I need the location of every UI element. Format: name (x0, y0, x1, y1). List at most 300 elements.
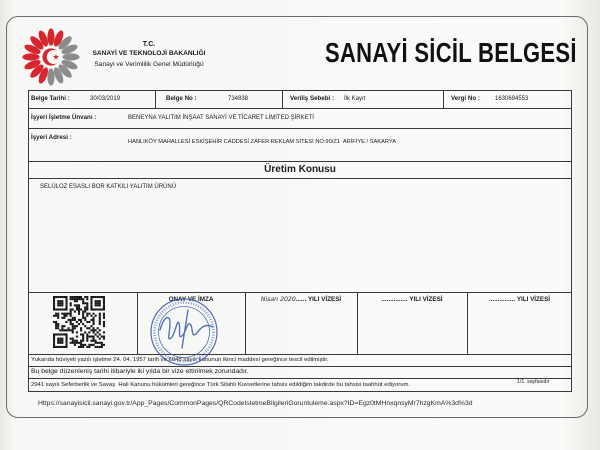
qr-module (86, 304, 88, 306)
logo-petal (47, 28, 54, 45)
qr-module (53, 300, 55, 302)
qr-module (93, 327, 95, 329)
qr-module (57, 323, 59, 325)
qr-module (53, 333, 55, 335)
qr-module (99, 338, 101, 340)
qr-module (65, 344, 67, 346)
table-divider (28, 292, 572, 293)
qr-module (88, 336, 90, 338)
qr-module (103, 323, 105, 325)
qr-module (65, 333, 67, 335)
qr-module (80, 319, 82, 321)
qr-module (76, 298, 78, 300)
qr-module (57, 302, 59, 304)
qr-module (99, 296, 101, 298)
qr-module (84, 317, 86, 319)
qr-module (82, 298, 84, 300)
qr-module (72, 340, 74, 342)
qr-module (82, 333, 84, 335)
qr-module (68, 313, 70, 315)
qr-module (90, 340, 92, 342)
qr-module (78, 296, 80, 298)
visa-cell (245, 296, 357, 304)
qr-module (90, 302, 92, 304)
qr-module (103, 298, 105, 300)
qr-module (95, 346, 97, 348)
visa-cell (357, 296, 467, 304)
qr-module (95, 300, 97, 302)
qr-module (97, 296, 99, 298)
qr-module (57, 296, 59, 298)
qr-module (61, 333, 63, 335)
qr-module (103, 304, 105, 306)
qr-module (80, 333, 82, 335)
qr-module (53, 321, 55, 323)
qr-module (90, 308, 92, 310)
qr-module (86, 306, 88, 308)
qr-module (78, 298, 80, 300)
qr-module (55, 323, 57, 325)
business-title-label: İşyeri İşletme Ünvanı : (31, 114, 97, 121)
qr-module (97, 342, 99, 344)
qr-module (74, 342, 76, 344)
qr-module (55, 321, 57, 323)
qr-module (74, 298, 76, 300)
qr-module (97, 300, 99, 302)
qr-module (86, 327, 88, 329)
qr-module (65, 296, 67, 298)
qr-module (53, 306, 55, 308)
qr-module (61, 346, 63, 348)
qr-module (61, 327, 63, 329)
qr-module (84, 296, 86, 298)
qr-module (101, 308, 103, 310)
qr-module (65, 340, 67, 342)
table-divider (282, 90, 283, 108)
qr-module (76, 342, 78, 344)
qr-module (68, 329, 70, 331)
qr-module (90, 319, 92, 321)
qr-module (61, 338, 63, 340)
qr-module (74, 296, 76, 298)
qr-module (65, 308, 67, 310)
qr-module (55, 325, 57, 327)
qr-module (53, 346, 55, 348)
qr-module (82, 336, 84, 338)
qr-module (59, 302, 61, 304)
qr-module (74, 317, 76, 319)
qr-module (65, 336, 67, 338)
qr-module (61, 325, 63, 327)
qr-module (93, 331, 95, 333)
qr-module (72, 319, 74, 321)
qr-module (57, 317, 59, 319)
qr-module (70, 308, 72, 310)
qr-module (61, 300, 63, 302)
qr-module (86, 338, 88, 340)
qr-module (80, 327, 82, 329)
qr-module (99, 333, 101, 335)
ministry-name: SANAYİ VE TEKNOLOJİ BAKANLIĞI (92, 50, 206, 57)
qr-module (74, 300, 76, 302)
qr-module (55, 333, 57, 335)
qr-module (53, 342, 55, 344)
qr-module (93, 308, 95, 310)
qr-module (61, 296, 63, 298)
qr-module (55, 308, 57, 310)
qr-module (86, 336, 88, 338)
qr-module (80, 296, 82, 298)
qr-module (90, 325, 92, 327)
qr-module (101, 336, 103, 338)
qr-module (78, 311, 80, 313)
qr-module (86, 333, 88, 335)
qr-module (90, 306, 92, 308)
qr-module (86, 346, 88, 348)
qr-module (99, 315, 101, 317)
qr-module (90, 315, 92, 317)
qr-module (57, 340, 59, 342)
qr-module (70, 298, 72, 300)
qr-module (57, 346, 59, 348)
qr-module (95, 333, 97, 335)
qr-module (99, 329, 101, 331)
qr-module (57, 333, 59, 335)
qr-module (80, 298, 82, 300)
qr-module (76, 304, 78, 306)
qr-module (80, 340, 82, 342)
qr-module (80, 308, 82, 310)
qr-module (53, 344, 55, 346)
qr-module (59, 340, 61, 342)
table-divider (28, 128, 572, 129)
qr-module (103, 315, 105, 317)
business-address: HANLIKÖY MAHALLESİ ESKİŞEHİR CADDESİ ZAFER REKLAM SİTESİ NO:90/Z1 ARİFİYE / SAKARYA (128, 139, 397, 145)
qr-module (80, 342, 82, 344)
qr-module (76, 331, 78, 333)
qr-module (103, 313, 105, 315)
qr-module (82, 311, 84, 313)
qr-module (53, 302, 55, 304)
qr-module (97, 336, 99, 338)
qr-module (72, 331, 74, 333)
document-number-label: Belge No : (166, 95, 197, 102)
qr-module (82, 300, 84, 302)
qr-module (103, 325, 105, 327)
visa-handwritten-date: Nisan 2020 (260, 296, 296, 303)
qr-module (55, 327, 57, 329)
qr-module (88, 313, 90, 315)
qr-module (103, 336, 105, 338)
qr-module (99, 342, 101, 344)
qr-module (59, 304, 61, 306)
qr-module (82, 315, 84, 317)
qr-module (103, 317, 105, 319)
qr-module (103, 331, 105, 333)
qr-code (53, 296, 105, 348)
qr-module (76, 300, 78, 302)
document-title: SANAYİ SİCİL BELGESİ (325, 37, 577, 69)
tax-number-label: Vergi No : (451, 95, 480, 102)
qr-module (97, 302, 99, 304)
qr-module (103, 308, 105, 310)
qr-module (59, 333, 61, 335)
qr-module (93, 344, 95, 346)
qr-module (88, 327, 90, 329)
qr-module (55, 313, 57, 315)
qr-module (57, 327, 59, 329)
qr-module (95, 329, 97, 331)
qr-module (80, 344, 82, 346)
qr-module (95, 342, 97, 344)
qr-module (65, 321, 67, 323)
qr-module (86, 308, 88, 310)
visa-label: ...... YILI VİZESİ (295, 296, 342, 303)
qr-module (90, 336, 92, 338)
qr-module (65, 338, 67, 340)
logo-crescent-inner (47, 50, 61, 64)
table-divider (155, 90, 156, 108)
qr-module (63, 317, 65, 319)
qr-module (82, 340, 84, 342)
qr-module (70, 342, 72, 344)
qr-module (57, 300, 59, 302)
qr-module (74, 344, 76, 346)
qr-module (80, 329, 82, 331)
qr-module (97, 304, 99, 306)
qr-module (97, 331, 99, 333)
table-divider (28, 108, 572, 109)
qr-module (99, 321, 101, 323)
qr-module (61, 340, 63, 342)
qr-module (65, 329, 67, 331)
qr-module (70, 319, 72, 321)
qr-module (103, 338, 105, 340)
qr-module (68, 327, 70, 329)
qr-module (76, 306, 78, 308)
qr-module (53, 315, 55, 317)
qr-module (53, 336, 55, 338)
qr-module (90, 298, 92, 300)
qr-module (70, 302, 72, 304)
qr-module (70, 313, 72, 315)
qr-module (93, 319, 95, 321)
approval-label: ONAY VE İMZA (168, 296, 214, 303)
qr-module (57, 338, 59, 340)
qr-module (90, 344, 92, 346)
qr-module (61, 308, 63, 310)
qr-module (72, 296, 74, 298)
qr-module (70, 304, 72, 306)
qr-module (99, 319, 101, 321)
qr-module (72, 298, 74, 300)
qr-module (63, 333, 65, 335)
qr-module (82, 302, 84, 304)
qr-module (74, 325, 76, 327)
issue-reason: İlk Kayıt (344, 96, 366, 102)
tax-number: 1630694553 (495, 96, 529, 102)
visa-cell (467, 296, 572, 304)
qr-module (88, 331, 90, 333)
qr-module (70, 329, 72, 331)
qr-module (90, 300, 92, 302)
qr-module (101, 342, 103, 344)
qr-module (70, 315, 72, 317)
qr-module (53, 296, 55, 298)
qr-module (99, 346, 101, 348)
qr-module (84, 344, 86, 346)
logo-petal (47, 68, 54, 85)
qr-module (88, 321, 90, 323)
qr-module (70, 311, 72, 313)
qr-module (57, 342, 59, 344)
logo-petal (22, 53, 39, 60)
qr-module (93, 336, 95, 338)
qr-module (82, 313, 84, 315)
qr-module (53, 338, 55, 340)
qr-module (93, 313, 95, 315)
qr-module (65, 298, 67, 300)
qr-module (63, 296, 65, 298)
qr-module (84, 319, 86, 321)
document-date-label: Belge Tarihi : (31, 95, 70, 102)
qr-module (103, 300, 105, 302)
qr-module (97, 308, 99, 310)
qr-module (84, 302, 86, 304)
qr-module (72, 338, 74, 340)
table-divider (28, 354, 572, 355)
qr-module (82, 317, 84, 319)
qr-module (93, 340, 95, 342)
qr-module (84, 311, 86, 313)
qr-module (63, 325, 65, 327)
qr-module (86, 315, 88, 317)
ministry-header (84, 40, 214, 70)
qr-module (63, 346, 65, 348)
qr-module (93, 329, 95, 331)
qr-module (74, 319, 76, 321)
qr-module (103, 306, 105, 308)
qr-module (70, 338, 72, 340)
qr-module (65, 342, 67, 344)
business-address-label: İşyeri Adresi : (31, 134, 72, 141)
qr-module (59, 346, 61, 348)
qr-module (63, 315, 65, 317)
qr-module (88, 346, 90, 348)
qr-module (74, 340, 76, 342)
qr-module (57, 304, 59, 306)
qr-module (103, 321, 105, 323)
qr-module (99, 302, 101, 304)
qr-module (65, 313, 67, 315)
qr-module (95, 302, 97, 304)
document-number: 734838 (228, 96, 249, 102)
qr-module (84, 331, 86, 333)
qr-module (59, 300, 61, 302)
table-divider (28, 178, 572, 179)
visa-label: ............... YILI VİZESİ (381, 296, 443, 303)
qr-module (78, 308, 80, 310)
table-divider (28, 378, 572, 379)
qr-module (78, 304, 80, 306)
qr-module (82, 346, 84, 348)
issue-reason-label: Veriliş Sebebi : (290, 95, 335, 102)
qr-module (70, 296, 72, 298)
qr-module (95, 340, 97, 342)
qr-module (80, 346, 82, 348)
ministry-logo (18, 25, 84, 89)
qr-module (99, 313, 101, 315)
qr-module (53, 308, 55, 310)
qr-module (59, 342, 61, 344)
logo-petal (62, 53, 79, 60)
registration-notice: Yukarıda hüviyeti yazılı işletme 24. 04. 1957 tarih ve 6948 sayılı kanunun ikinci maddesi gereğince tescil edilmiştir. (31, 357, 329, 363)
qr-module (76, 321, 78, 323)
qr-module (90, 304, 92, 306)
qr-module (86, 340, 88, 342)
qr-module (55, 296, 57, 298)
qr-module (72, 327, 74, 329)
qr-module (86, 321, 88, 323)
qr-module (93, 338, 95, 340)
qr-module (70, 321, 72, 323)
qr-module (72, 308, 74, 310)
qr-module (53, 340, 55, 342)
qr-module (82, 323, 84, 325)
qr-module (76, 340, 78, 342)
document-date: 30/03/2019 (90, 96, 121, 102)
qr-module (84, 325, 86, 327)
qr-module (95, 296, 97, 298)
qr-module (97, 346, 99, 348)
qr-module (84, 308, 86, 310)
qr-module (61, 317, 63, 319)
qr-module (57, 315, 59, 317)
qr-module (84, 306, 86, 308)
qr-module (65, 346, 67, 348)
business-title: BENEYNA YALITIM İNŞAAT SANAYİ VE TİCARET LİMİTED ŞİRKETİ (128, 115, 314, 121)
qr-module (65, 300, 67, 302)
qr-module (57, 308, 59, 310)
qr-module (82, 338, 84, 340)
qr-module (86, 298, 88, 300)
qr-module (61, 304, 63, 306)
qr-module (97, 327, 99, 329)
qr-module (99, 317, 101, 319)
qr-module (53, 304, 55, 306)
qr-module (74, 327, 76, 329)
qr-module (59, 338, 61, 340)
qr-module (101, 296, 103, 298)
qr-module (68, 319, 70, 321)
page-number: 1/1. sayfasıdır (517, 379, 550, 385)
qr-module (61, 302, 63, 304)
qr-module (72, 325, 74, 327)
qr-module (61, 329, 63, 331)
qr-module (72, 317, 74, 319)
qr-module (80, 321, 82, 323)
qr-module (55, 346, 57, 348)
qr-module (90, 296, 92, 298)
qr-module (59, 308, 61, 310)
qr-module (65, 315, 67, 317)
qr-module (95, 315, 97, 317)
qr-module (65, 306, 67, 308)
qr-module (82, 344, 84, 346)
qr-module (72, 342, 74, 344)
qr-module (53, 298, 55, 300)
qr-module (61, 313, 63, 315)
